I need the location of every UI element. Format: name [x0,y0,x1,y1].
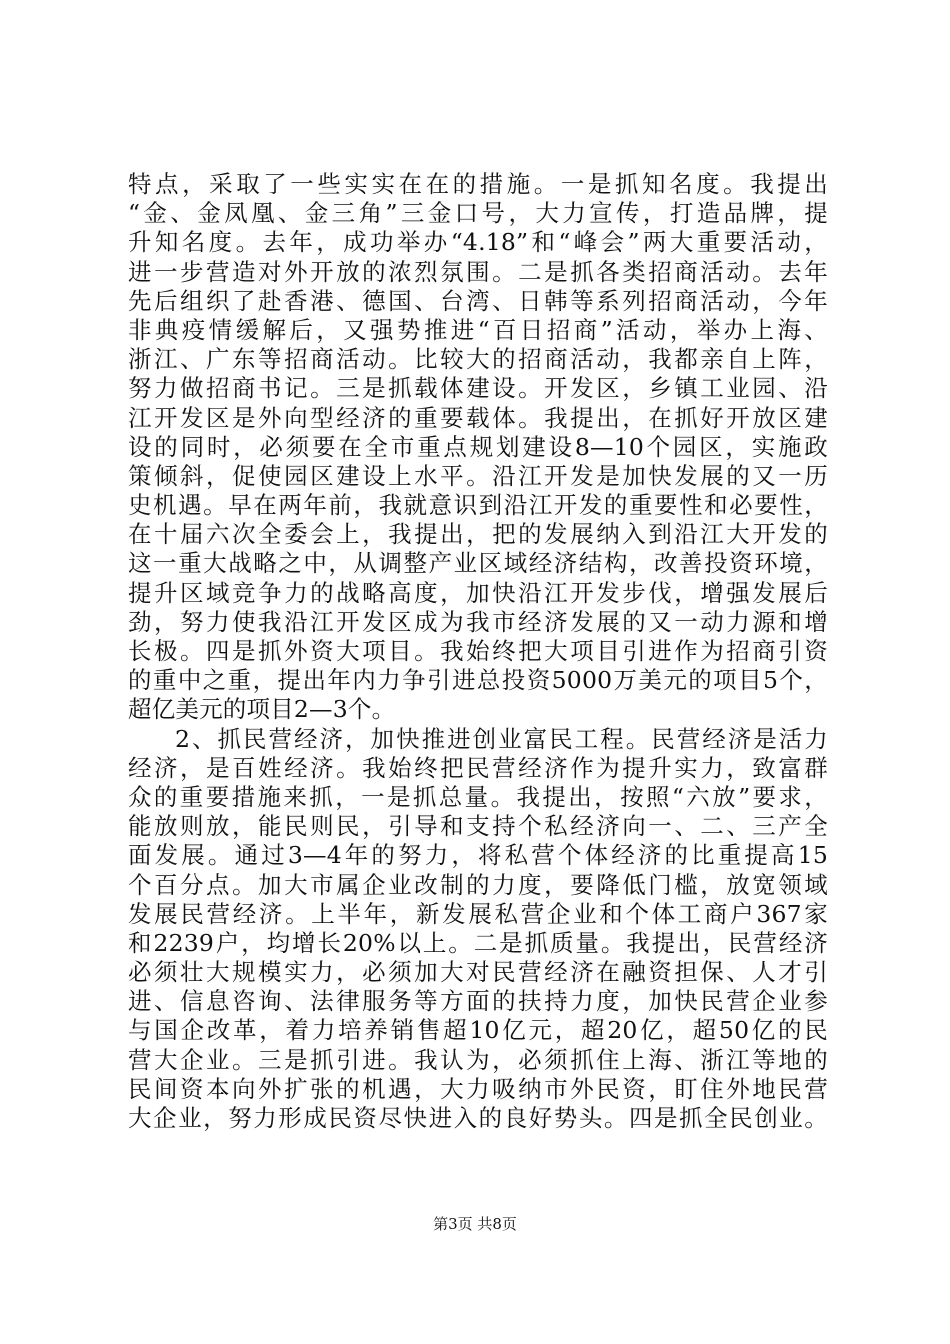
text-line: 营大企业。三是抓引进。我认为，必须抓住上海、浙江等地的 [128,1045,828,1074]
text-line: 这一重大战略之中，从调整产业区域经济结构，改善投资环境， [128,549,828,578]
text-line: 发展民营经济。上半年，新发展私营企业和个体工商户367家 [128,899,828,928]
text-line: 进、信息咨询、法律服务等方面的扶持力度，加快民营企业参 [128,987,828,1016]
text-line: 大企业，努力形成民资尽快进入的良好势头。四是抓全民创业。 [128,1104,828,1132]
text-line: 策倾斜，促使园区建设上水平。沿江开发是加快发展的又一历 [128,461,828,490]
text-line: 进一步营造对外开放的浓烈氛围。二是抓各类招商活动。去年 [128,257,828,286]
text-line: 非典疫情缓解后，又强势推进“百日招商”活动，举办上海、 [128,315,828,344]
text-line: 升知名度。去年，成功举办“4.18”和“峰会”两大重要活动， [128,228,828,257]
text-line: 先后组织了赴香港、德国、台湾、日韩等系列招商活动，今年 [128,286,828,315]
paragraph-start-line: 2、抓民营经济，加快推进创业富民工程。民营经济是活力 [175,724,828,753]
text-line: 长极。四是抓外资大项目。我始终把大项目引进作为招商引资 [128,637,828,665]
text-line: 个百分点。加大市属企业改制的力度，要降低门槛，放宽领域 [128,870,828,899]
text-line: 在十届六次全委会上，我提出，把的发展纳入到沿江大开发的 [128,520,828,549]
text-line: 努力做招商书记。三是抓载体建设。开发区，乡镇工业园、沿 [128,374,828,403]
text-line: 必须壮大规模实力，必须加大对民营经济在融资担保、人才引 [128,958,828,987]
text-line: 能放则放，能民则民，引导和支持个私经济向一、二、三产全 [128,812,828,841]
body-text [128,170,828,1133]
text-line: 史机遇。早在两年前，我就意识到沿江开发的重要性和必要性， [128,491,828,520]
text-line: 超亿美元的项目2—3个。 [128,695,396,724]
text-line: “金、金凤凰、金三角”三金口号，大力宣传，打造品牌，提 [128,199,828,228]
text-line: 特点，采取了一些实实在在的措施。一是抓知名度。我提出 [128,170,828,198]
text-line: 民间资本向外扩张的机遇，大力吸纳市外民资，盯住外地民营 [128,1074,828,1103]
text-line: 劲，努力使我沿江开发区成为我市经济发展的又一动力源和增 [128,607,828,636]
text-line: 的重中之重，提出年内力争引进总投资5000万美元的项目5个， [128,666,828,695]
text-line: 浙江、广东等招商活动。比较大的招商活动，我都亲自上阵， [128,345,828,374]
page-number-footer: 第3页 共8页 [433,1215,517,1233]
text-line: 提升区域竞争力的战略高度，加快沿江开发步伐，增强发展后 [128,578,828,607]
text-line: 和2239户，均增长20%以上。二是抓质量。我提出，民营经济 [128,928,828,957]
text-line: 面发展。通过3—4年的努力，将私营个体经济的比重提高15 [128,841,828,870]
text-line: 经济，是百姓经济。我始终把民营经济作为提升实力，致富群 [128,753,828,782]
text-line: 设的同时，必须要在全市重点规划建设8—10个园区，实施政 [128,432,828,461]
text-line: 江开发区是外向型经济的重要载体。我提出，在抓好开放区建 [128,403,828,432]
text-line: 众的重要措施来抓，一是抓总量。我提出，按照“六放”要求， [128,782,828,811]
text-line: 与国企改革，着力培养销售超10亿元，超20亿，超50亿的民 [128,1016,828,1045]
